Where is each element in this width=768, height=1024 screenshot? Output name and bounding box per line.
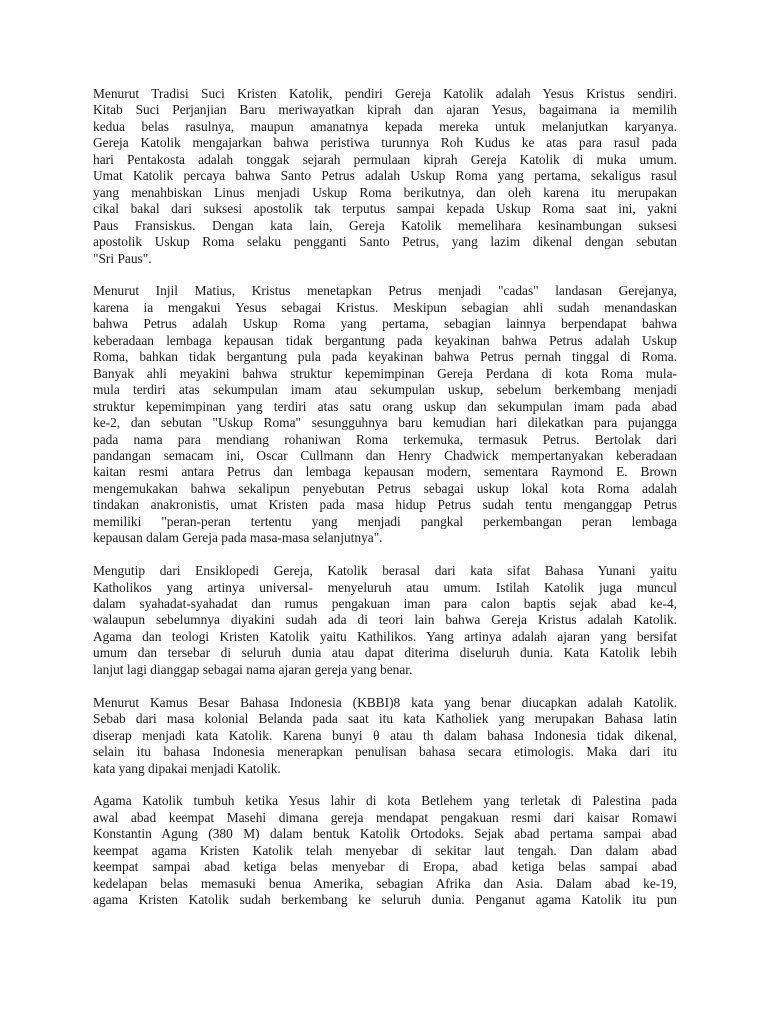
text-line: Umat Katolik percaya bahwa Santo Petrus adalah Uskup Roma yang pertama, sekaligus rasul <box>93 168 677 184</box>
text-line: dalam syahadat-syahadat dan rumus pengakuan iman para calon baptis sejak abad ke-4, <box>93 596 677 612</box>
text-line: selain itu bahasa Indonesia menerapkan penulisan bahasa secara etimologis. Maka dari itu <box>93 744 677 760</box>
text-line: lanjut lagi dianggap sebagai nama ajaran gereja yang benar. <box>93 661 413 677</box>
paragraph-1 <box>93 86 677 267</box>
text-line: apostolik Uskup Roma selaku pengganti Santo Petrus, yang lazim dikenal dengan sebutan <box>93 234 677 250</box>
text-line: Menurut Kamus Besar Bahasa Indonesia (KBBI)8 kata yang benar diucapkan adalah Katolik. <box>93 694 677 710</box>
text-line: karena ia mengakui Yesus sebagai Kristus. Meskipun sebagian ahli sudah menandaskan <box>93 299 677 315</box>
text-line: Gereja Katolik mengajarkan bahwa peristiwa turunnya Roh Kudus ke atas para rasul pada <box>93 135 677 151</box>
text-line: memiliki "peran-peran tertentu yang menjadi pangkal perkembangan peran lembaga <box>93 513 677 529</box>
text-line: kedua belas rasulnya, maupun amanatnya kepada mereka untuk melanjutkan karyanya. <box>93 118 677 134</box>
text-line: pada nama para mendiang rohaniwan Roma terkemuka, termasuk Petrus. Bertolak dari <box>93 431 677 447</box>
text-line: pandangan semacam ini, Oscar Cullmann dan Henry Chadwick mempertanyakan keberadaan <box>93 447 677 463</box>
text-line: keberadaan lembaga kepausan tidak bergantung pada keyakinan bahwa Petrus adalah Uskup <box>93 332 677 348</box>
text-line: Paus Fransiskus. Dengan kata lain, Gereja Katolik memelihara kesinambungan suksesi <box>93 217 677 233</box>
text-line: mengemukakan bahwa sekalipun penyebutan Petrus sebagai uskup lokal kota Roma adalah <box>93 480 677 496</box>
text-line: Katholikos yang artinya universal- menyeluruh atau umum. Istilah Katolik juga muncul <box>93 579 677 595</box>
text-line: umum dan tersebar di seluruh dunia atau dapat diterima diseluruh dunia. Kata Katolik lebih <box>93 645 677 661</box>
text-line: Sebab dari masa kolonial Belanda pada saat itu kata Katholiek yang merupakan Bahasa latin <box>93 711 677 727</box>
text-line: Konstantin Agung (380 M) dalam bentuk Katolik Ortodoks. Sejak abad pertama sampai abad <box>93 826 677 842</box>
text-line: yang menahbiskan Linus menjadi Uskup Roma berikutnya, dan oleh karena itu merupakan <box>93 184 677 200</box>
text-line: Menurut Tradisi Suci Kristen Katolik, pendiri Gereja Katolik adalah Yesus Kristus sendiri. <box>93 86 677 101</box>
text-line: tindakan anakronistis, umat Kristen pada masa hidup Petrus sudah tentu menganggap Petrus <box>93 497 677 513</box>
paragraph-2 <box>93 283 677 546</box>
text-line: kepausan dalam Gereja pada masa-masa selanjutnya". <box>93 530 383 546</box>
text-line: awal abad keempat Masehi dimana gereja mendapat pengakuan resmi dari kaisar Romawi <box>93 809 677 825</box>
text-line: diserap menjadi kata Katolik. Karena bunyi θ atau th dalam bahasa Indonesia tidak dikenal, <box>93 727 677 743</box>
text-line: ke-2, dan sebutan "Uskup Roma" sesungguhnya baru kemudian hari dilekatkan para pujangga <box>93 415 677 431</box>
text-line: walaupun sebelumnya diyakini sudah ada di teori lain bahwa Gereja Kristus adalah Katolik. <box>93 612 677 628</box>
text-line: hari Pentakosta adalah tonggak sejarah permulaan kiprah Gereja Katolik di muka umum. <box>93 151 677 167</box>
text-line: kaitan resmi antara Petrus dan lembaga kepausan modern, sementara Raymond E. Brown <box>93 464 677 480</box>
text-line: kata yang dipakai menjadi Katolik. <box>93 760 281 776</box>
text-line: Mengutip dari Ensiklopedi Gereja, Katolik berasal dari kata sifat Bahasa Yunani yaitu <box>93 563 677 579</box>
text-line: Kitab Suci Perjanjian Baru meriwayatkan kiprah dan ajaran Yesus, bagaimana ia memilih <box>93 102 677 118</box>
paragraph-4 <box>93 695 677 777</box>
text-line: Menurut Injil Matius, Kristus menetapkan Petrus menjadi "cadas" landasan Gerejanya, <box>93 283 677 299</box>
text-line: Banyak ahli meyakini bahwa struktur kepemimpinan Gereja Perdana di kota Roma mula- <box>93 365 677 381</box>
text-line: keempat sampai abad ketiga belas menyebar di Eropa, abad ketiga belas sampai abad <box>93 859 677 875</box>
text-line: struktur kepemimpinan yang terdiri atas satu orang uskup dan sekumpulan imam pada abad <box>93 398 677 414</box>
text-line: bahwa Petrus adalah Uskup Roma yang pertama, sebagian lainnya berpendapat bahwa <box>93 316 677 332</box>
paragraph-3 <box>93 563 677 678</box>
text-line: "Sri Paus". <box>93 250 152 266</box>
text-line: kedelapan belas memasuki benua Amerika, sebagian Afrika dan Asia. Dalam abad ke-19, <box>93 875 677 891</box>
text-line: Agama Katolik tumbuh ketika Yesus lahir di kota Betlehem yang terletak di Palestina pada <box>93 793 677 809</box>
text-line: keempat agama Kristen Katolik telah menyebar di sekitar laut tengah. Dan dalam abad <box>93 842 677 858</box>
text-line: agama Kristen Katolik sudah berkembang ke seluruh dunia. Penganut agama Katolik itu pun <box>93 892 677 908</box>
text-line: mula terdiri atas sekumpulan imam atau sekumpulan uskup, sebelum berkembang menjadi <box>93 382 677 398</box>
text-line: cikal bakal dari suksesi apostolik tak terputus sampai kepada Uskup Roma saat ini, yakni <box>93 201 677 217</box>
text-line: Roma, bahkan tidak bergantung pula pada keyakinan bahwa Petrus pernah tinggal di Roma. <box>93 349 677 365</box>
text-line: Agama dan teologi Kristen Katolik yaitu Kathilikos. Yang artinya adalah ajaran yang bersifat <box>93 628 677 644</box>
paragraph-5 <box>93 793 677 908</box>
